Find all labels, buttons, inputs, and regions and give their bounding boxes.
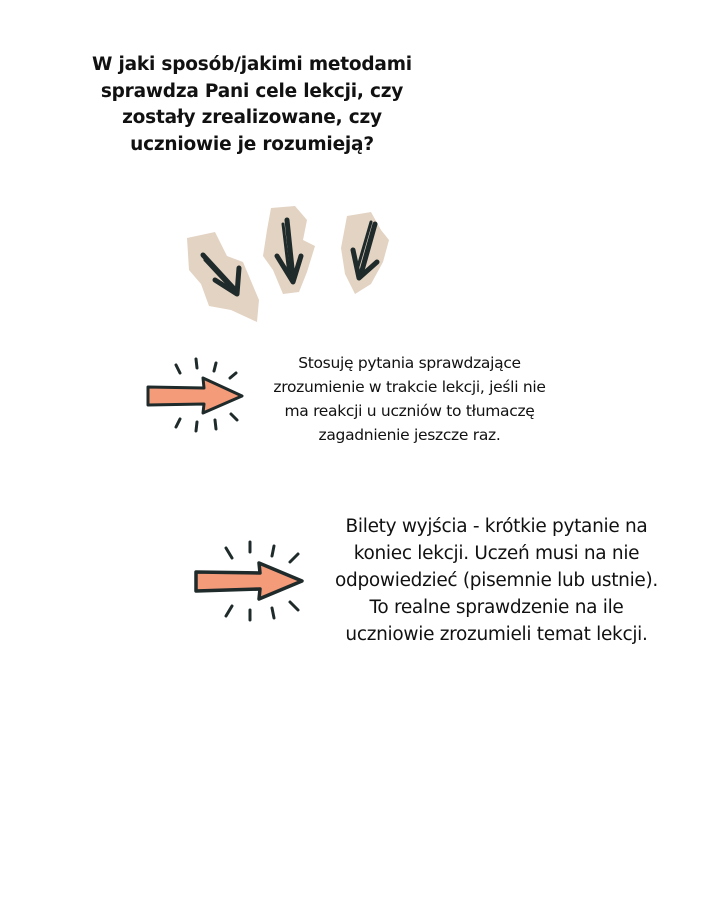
- sparkle-right-arrow-icon: [140, 353, 252, 435]
- down-arrow-left-icon: [187, 232, 259, 322]
- sparkle-right-arrow-icon: [186, 538, 310, 624]
- question-heading: W jaki sposób/jakimi metodami sprawdza Pani cele lekcji, czy zostały zrealizowane, czy uczniowie je rozumieją?: [92, 54, 412, 155]
- down-arrow-right-icon: [341, 212, 389, 294]
- down-arrow-middle-icon: [263, 206, 315, 294]
- answer-2-text: Bilety wyjścia - krótkie pytanie na koniec lekcji. Uczeń musi na nie odpowiedzieć (pisemnie lub ustnie). To realne sprawdzenie na ile uczniowie zrozumieli temat lekcji.: [334, 516, 659, 645]
- down-arrows-icon: [175, 200, 415, 330]
- answer-1-text: Stosuję pytania sprawdzające zrozumienie w trakcie lekcji, jeśli nie ma reakcji u uczniów to tłumaczę zagadnienie jeszcze raz.: [273, 354, 546, 444]
